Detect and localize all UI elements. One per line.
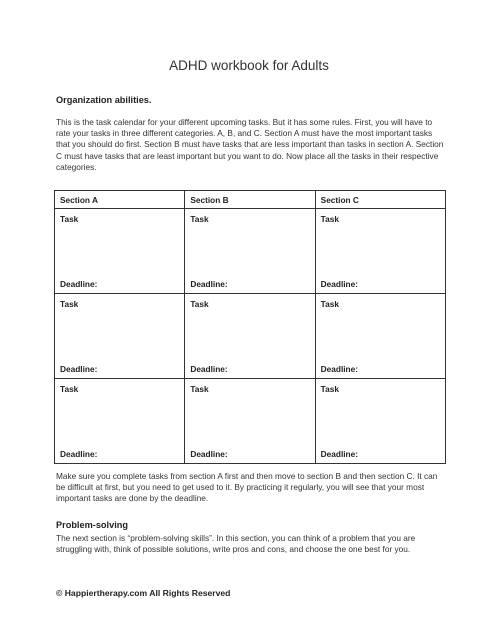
table-row bbox=[55, 379, 446, 464]
deadline-label: Deadline: bbox=[60, 364, 98, 374]
task-cell[interactable] bbox=[185, 294, 315, 379]
task-calendar-table bbox=[54, 190, 446, 464]
task-label: Task bbox=[320, 384, 339, 394]
deadline-label: Deadline: bbox=[190, 279, 228, 289]
organization-heading: Organization abilities. bbox=[56, 95, 152, 105]
deadline-label: Deadline: bbox=[320, 279, 359, 289]
header-section-c: Section C bbox=[315, 191, 445, 209]
deadline-label: Deadline: bbox=[190, 364, 228, 374]
intro-paragraph: This is the task calendar for your different upcoming tasks. But it has some rules. First, you will have to rate your tasks in three different categories. A, B, and C. Section A must have the most important tasks that you should do first. Section B must have tasks that are less important than tasks in section A. Section C must have tasks that are least important but you want to do. Now place all the tasks in their respective categories. bbox=[56, 117, 444, 172]
task-label: Task bbox=[60, 384, 79, 394]
deadline-label: Deadline: bbox=[60, 449, 98, 459]
task-label: Task bbox=[320, 299, 339, 309]
task-label: Task bbox=[190, 384, 209, 394]
copyright-footer: © Happiertherapy.com All Rights Reserved bbox=[56, 588, 231, 598]
problem-solving-heading: Problem-solving bbox=[56, 520, 128, 530]
header-section-b: Section B bbox=[185, 191, 315, 209]
task-label: Task bbox=[320, 214, 339, 224]
deadline-label: Deadline: bbox=[190, 449, 228, 459]
task-cell[interactable] bbox=[315, 209, 445, 294]
table-row bbox=[55, 294, 446, 379]
header-section-a: Section A bbox=[55, 191, 185, 209]
task-label: Task bbox=[60, 299, 79, 309]
task-label: Task bbox=[190, 214, 209, 224]
deadline-label: Deadline: bbox=[320, 364, 359, 374]
task-cell[interactable] bbox=[315, 294, 445, 379]
deadline-label: Deadline: bbox=[60, 279, 98, 289]
page-title: ADHD workbook for Adults bbox=[169, 58, 329, 73]
task-cell[interactable] bbox=[185, 209, 315, 294]
task-cell[interactable] bbox=[55, 379, 185, 464]
instructions-paragraph: Make sure you complete tasks from section A first and then move to section B and then section C. It can be difficult at first, but you need to get used to it. By practicing it regularly, you will see that your most important tasks are done by the deadline. bbox=[56, 471, 438, 504]
task-label: Task bbox=[60, 214, 79, 224]
task-cell[interactable] bbox=[55, 294, 185, 379]
task-cell[interactable] bbox=[55, 209, 185, 294]
table-header-row bbox=[55, 191, 446, 209]
task-cell[interactable] bbox=[185, 379, 315, 464]
task-cell[interactable] bbox=[315, 379, 445, 464]
task-label: Task bbox=[190, 299, 209, 309]
table-row bbox=[55, 209, 446, 294]
deadline-label: Deadline: bbox=[320, 449, 359, 459]
problem-solving-paragraph: The next section is “problem-solving skills”. In this section, you can think of a problem that you are struggling with, think of possible solutions, write pros and cons, and choose the one best for you. bbox=[56, 533, 416, 555]
